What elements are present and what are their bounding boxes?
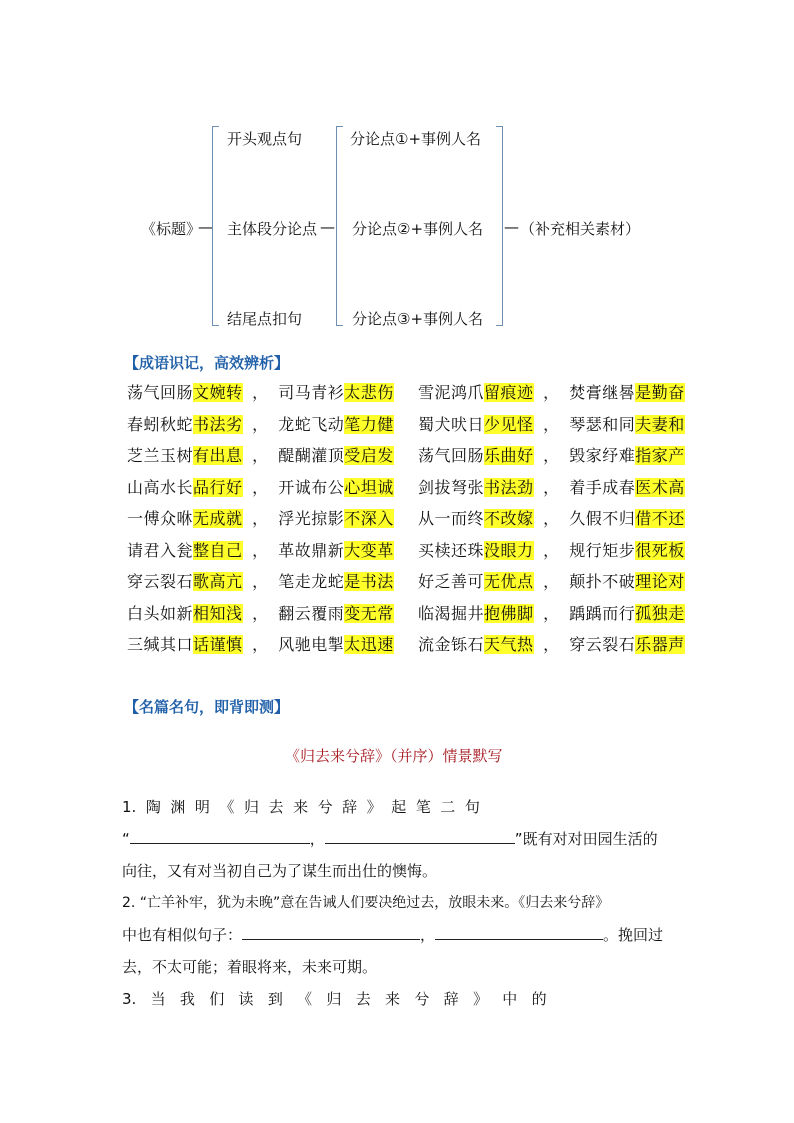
col1-item: 主体段分论点	[227, 220, 318, 238]
idiom-highlight: 理论对	[635, 572, 685, 591]
idiom-text: 剑拔弩张	[418, 477, 485, 497]
idiom-pair	[418, 475, 685, 498]
col2-item: 分论点②+事例人名	[352, 220, 484, 238]
idiom-text: 好乏善可	[418, 572, 485, 591]
separator: ，	[246, 446, 275, 465]
idiom-highlight: 很死板	[635, 540, 685, 560]
idiom-text: 穿云裂石	[127, 572, 194, 591]
answer-blank[interactable]	[435, 921, 603, 940]
idiom-pair	[418, 443, 685, 466]
idiom-highlight: 歌高亢	[193, 572, 243, 591]
idiom-highlight: 留痕迹	[484, 383, 534, 402]
idiom-highlight: 笔力健	[344, 414, 394, 434]
idiom-highlight: 医术高	[635, 477, 685, 497]
idiom-pair	[127, 475, 394, 498]
separator: ，	[537, 446, 566, 465]
answer-blank[interactable]	[325, 825, 515, 844]
idiom-text: 浮光掠影	[278, 509, 345, 528]
idiom-highlight: 不深入	[344, 509, 394, 528]
idiom-highlight: 变无常	[344, 603, 394, 623]
poem-section-heading: 【名篇名句，即背即测】	[124, 698, 290, 716]
idiom-highlight: 太悲伤	[344, 383, 394, 402]
idiom-text: 蜀犬吠日	[418, 414, 485, 434]
idiom-text: 流金铄石	[418, 635, 485, 654]
idiom-pair	[127, 632, 394, 655]
supplement-label: （补充相关素材）	[520, 220, 641, 238]
idiom-pair	[127, 569, 394, 592]
question-1	[122, 791, 674, 1015]
idiom-highlight: 品行好	[193, 477, 243, 497]
idiom-pair	[127, 601, 394, 624]
idiom-highlight: 抱佛脚	[484, 603, 534, 623]
idiom-text: 从一而终	[418, 509, 485, 528]
idiom-pair	[418, 538, 685, 561]
idiom-text: 穿云裂石	[569, 635, 636, 654]
idiom-highlight: 书法劣	[193, 414, 243, 434]
idiom-highlight: 受启发	[344, 446, 394, 465]
idiom-text: 翻云覆雨	[278, 603, 345, 623]
idiom-text: 白头如新	[127, 603, 194, 623]
idiom-text: 龙蛇飞动	[278, 414, 345, 434]
col2-item: 分论点①+事例人名	[350, 130, 482, 148]
bracket-middle	[336, 126, 343, 326]
idiom-highlight: 借不还	[635, 509, 685, 528]
separator: ，	[246, 572, 275, 591]
idiom-highlight: 心坦诚	[344, 477, 394, 497]
idiom-pair	[418, 506, 685, 529]
separator: ，	[537, 635, 566, 654]
question-1-line3: 向往，又有对当初自己为了谋生而出仕的懊悔。	[122, 862, 438, 880]
idiom-highlight: 少见怪	[484, 414, 534, 434]
idiom-highlight: 是书法	[344, 572, 394, 591]
idiom-text: 久假不归	[569, 509, 636, 528]
separator: ，	[246, 383, 275, 402]
idiom-pair	[127, 506, 394, 529]
connector-dash: —	[504, 218, 519, 236]
idiom-text: 醍醐灌顶	[278, 446, 345, 465]
bracket-left	[212, 126, 219, 326]
idiom-highlight: 夫妻和	[635, 414, 685, 434]
idiom-text: 荡气回肠	[127, 383, 194, 402]
separator: ，	[246, 509, 275, 528]
connector-dash: —	[320, 218, 335, 236]
idiom-highlight: 整自己	[193, 540, 243, 560]
idiom-highlight: 话谨慎	[193, 635, 243, 654]
idiom-highlight: 书法劲	[484, 477, 534, 497]
idiom-text: 革故鼎新	[278, 540, 345, 560]
idiom-highlight: 不改嫁	[484, 509, 534, 528]
idiom-highlight: 没眼力	[484, 540, 534, 560]
separator: ，	[246, 635, 275, 654]
idiom-highlight: 文婉转	[193, 383, 243, 402]
idiom-highlight: 乐器声	[635, 635, 685, 654]
idiom-text: 临渴掘井	[418, 603, 485, 623]
idiom-pair	[127, 380, 394, 403]
idiom-highlight: 无优点	[484, 572, 534, 591]
idiom-pair	[127, 538, 394, 561]
separator: ，	[246, 414, 275, 434]
idiom-text: 颠扑不破	[569, 572, 636, 591]
idiom-text: 着手成春	[569, 477, 636, 497]
separator: ，	[246, 603, 275, 623]
bracket-right	[496, 126, 503, 326]
idiom-highlight: 大变革	[344, 540, 394, 560]
idiom-pair	[127, 412, 394, 435]
idiom-text: 春蚓秋蛇	[127, 414, 194, 434]
separator: ，	[537, 509, 566, 528]
idiom-text: 风驰电掣	[278, 635, 345, 654]
question-2-line1: 2. “亡羊补牢，犹为未晚”意在告诫人们要决绝过去，放眼未来。《归去来兮辞》	[122, 895, 610, 911]
idiom-highlight: 天气热	[484, 635, 534, 654]
answer-blank[interactable]	[242, 921, 420, 940]
col1-item: 开头观点句	[227, 130, 303, 148]
idiom-highlight: 有出息	[193, 446, 243, 465]
idiom-pair	[418, 412, 685, 435]
idiom-pair	[418, 632, 685, 655]
idiom-text: 请君入瓮	[127, 540, 194, 560]
separator: ，	[537, 540, 566, 560]
connector-dash: —	[198, 218, 213, 236]
question-2-line3: 去，不太可能；着眼将来，未来可期。	[122, 958, 378, 976]
idiom-pair	[418, 601, 685, 624]
idiom-text: 焚膏继晷	[569, 383, 636, 402]
answer-blank[interactable]	[130, 825, 310, 844]
idiom-text: 笔走龙蛇	[278, 572, 345, 591]
idiom-text: 司马青衫	[278, 383, 345, 402]
question-1-line2: “ ， ”既有对对田园生活的	[122, 823, 674, 855]
separator: ，	[537, 477, 566, 497]
separator: ，	[537, 414, 566, 434]
idiom-highlight: 是勤奋	[635, 383, 685, 402]
separator: ，	[246, 477, 275, 497]
question-2-line2: 中也有相似句子： ， 。挽回过	[122, 919, 674, 951]
idiom-text: 琴瑟和同	[569, 414, 636, 434]
question-3-line1: 3. 当 我 们 读 到 《 归 去 来 兮 辞 》 中 的	[122, 990, 547, 1008]
idiom-pair	[418, 569, 685, 592]
idiom-text: 买椟还珠	[418, 540, 485, 560]
poem-exercise-title: 《归去来兮辞》（并序）情景默写	[285, 747, 503, 765]
idiom-pair	[418, 380, 685, 403]
separator: ，	[537, 383, 566, 402]
col2-item: 分论点③+事例人名	[352, 310, 484, 328]
idiom-text: 山高水长	[127, 477, 194, 497]
question-1-line1: 1. 陶 渊 明 《 归 去 来 兮 辞 》 起 笔 二 句	[122, 798, 480, 816]
idiom-highlight: 太迅速	[344, 635, 394, 654]
idiom-highlight: 无成就	[193, 509, 243, 528]
separator: ，	[537, 572, 566, 591]
idiom-text: 开诚布公	[278, 477, 345, 497]
idiom-text: 雪泥鸿爪	[418, 383, 485, 402]
idiom-text: 规行矩步	[569, 540, 636, 560]
idiom-highlight: 指家产	[635, 446, 685, 465]
idiom-highlight: 乐曲好	[484, 446, 534, 465]
idiom-text: 毁家纾难	[569, 446, 636, 465]
separator: ，	[537, 603, 566, 623]
idiom-highlight: 相知浅	[193, 603, 243, 623]
idiom-text: 三缄其口	[127, 635, 194, 654]
diagram-title: 《标题》	[141, 220, 202, 238]
idiom-pair	[127, 443, 394, 466]
col1-item: 结尾点扣句	[227, 310, 303, 328]
idiom-text: 芝兰玉树	[127, 446, 194, 465]
idiom-section-heading: 【成语识记，高效辨析】	[124, 354, 290, 372]
idiom-text: 荡气回肠	[418, 446, 485, 465]
idiom-text: 一傅众咻	[127, 509, 194, 528]
separator: ，	[246, 540, 275, 560]
idiom-text: 踽踽而行	[569, 603, 636, 623]
idiom-highlight: 孤独走	[635, 603, 685, 623]
